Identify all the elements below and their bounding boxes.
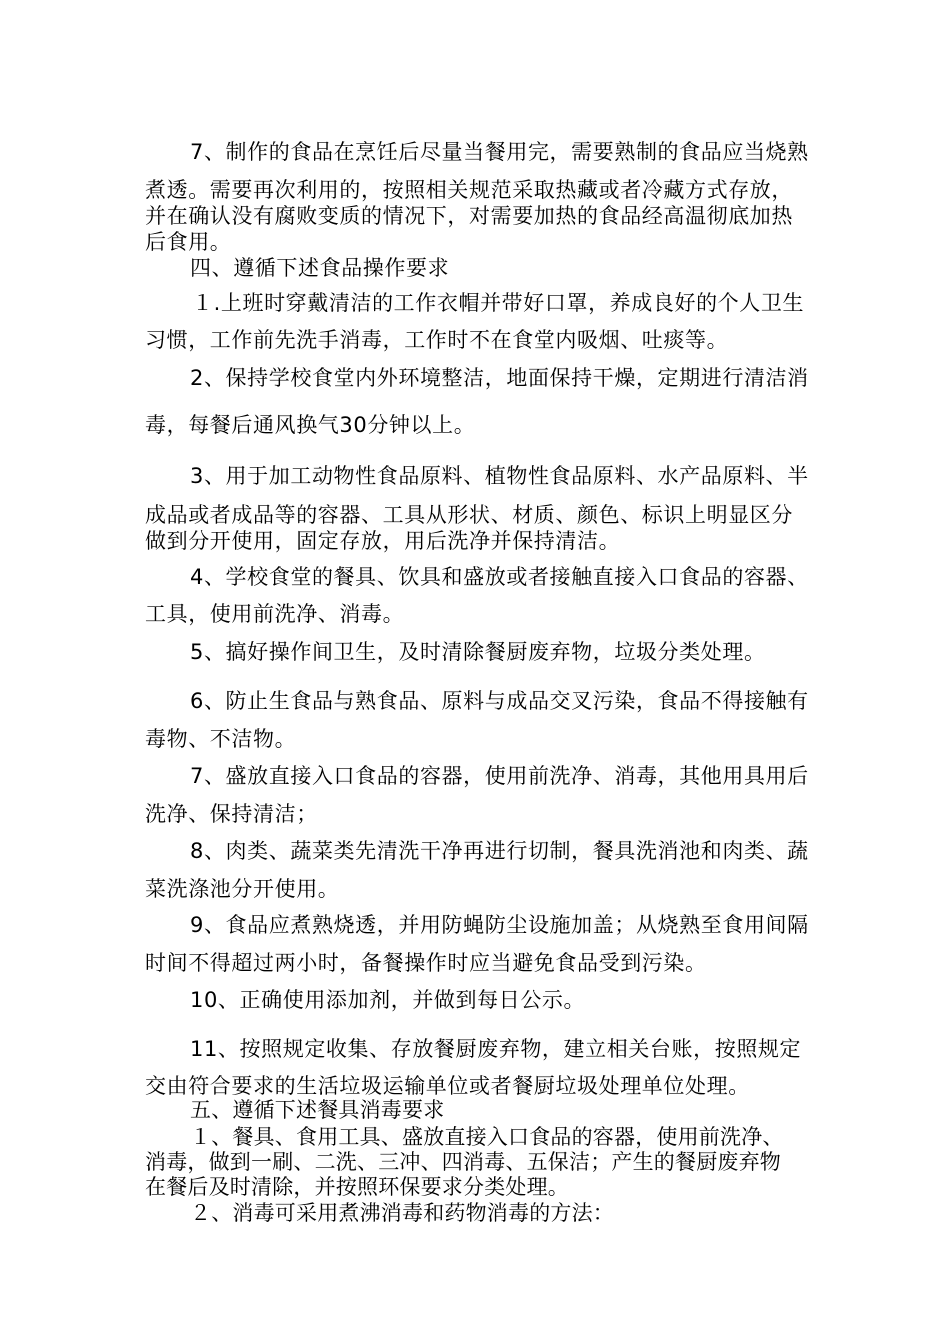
text-line: 9、食品应煮熟烧透，并用防蝇防尘设施加盖；从烧熟至食用间隔 [190, 913, 809, 937]
text-line: 煮透。需要再次利用的，按照相关规范采取热藏或者冷藏方式存放， [145, 178, 793, 202]
text-line: 菜洗涤池分开使用。 [145, 877, 340, 901]
text-line: １、餐具、食用工具、盛放直接入口食品的容器，使用前洗净、 [190, 1125, 784, 1149]
text-line: 工具，使用前洗净、消毒。 [145, 602, 405, 626]
text-line: １.上班时穿戴清洁的工作衣帽并带好口罩，养成良好的个人卫生 [192, 291, 805, 315]
text-line: 11、按照规定收集、存放餐厨废弃物，建立相关台账，按照规定 [190, 1037, 802, 1061]
text-line: 交由符合要求的生活垃圾运输单位或者餐厨垃圾处理单位处理。 [145, 1074, 750, 1098]
text-line: 2、保持学校食堂内外环境整洁，地面保持干燥，定期进行清洁消 [190, 366, 809, 390]
text-line: 习惯，工作前先洗手消毒，工作时不在食堂内吸烟、吐痰等。 [145, 328, 729, 352]
text-line: 在餐后及时清除，并按照环保要求分类处理。 [145, 1175, 569, 1199]
text-line: 毒，每餐后通风换气30分钟以上。 [145, 413, 476, 437]
text-line: 消毒，做到一刷、二洗、三冲、四消毒、五保洁；产生的餐厨废弃物 [145, 1150, 781, 1174]
text-line: 4、学校食堂的餐具、饮具和盛放或者接触直接入口食品的容器、 [190, 565, 809, 589]
text-line: 5、搞好操作间卫生，及时清除餐厨废弃物，垃圾分类处理。 [190, 640, 766, 664]
section-heading: 五、遵循下述餐具消毒要求 [190, 1098, 445, 1122]
text-line: ２、消毒可采用煮沸消毒和药物消毒的方法： [190, 1201, 614, 1225]
text-line: 做到分开使用，固定存放，用后洗净并保持清洁。 [145, 529, 621, 553]
section-heading: 四、遵循下述食品操作要求 [190, 256, 450, 280]
text-line: 后食用。 [145, 230, 232, 254]
text-line: 时间不得超过两小时，备餐操作时应当避免食品受到污染。 [145, 951, 707, 975]
text-line: 7、制作的食品在烹饪后尽量当餐用完，需要熟制的食品应当烧熟 [190, 140, 809, 164]
text-line: 3、用于加工动物性食品原料、植物性食品原料、水产品原料、半 [190, 464, 809, 488]
text-line: 7、盛放直接入口食品的容器，使用前洗净、消毒，其他用具用后 [190, 764, 809, 788]
text-line: 洗净、保持清洁； [145, 802, 318, 826]
text-line: 10、正确使用添加剂，并做到每日公示。 [190, 988, 586, 1012]
text-line: 8、肉类、蔬菜类先清洗干净再进行切制，餐具洗消池和肉类、蔬 [190, 839, 809, 863]
text-line: 并在确认没有腐败变质的情况下，对需要加热的食品经高温彻底加热 [145, 204, 793, 228]
text-line: 毒物、不洁物。 [145, 727, 297, 751]
text-line: 6、防止生食品与熟食品、原料与成品交叉污染，食品不得接触有 [190, 689, 809, 713]
text-line: 成品或者成品等的容器、工具从形状、材质、颜色、标识上明显区分 [145, 503, 793, 527]
